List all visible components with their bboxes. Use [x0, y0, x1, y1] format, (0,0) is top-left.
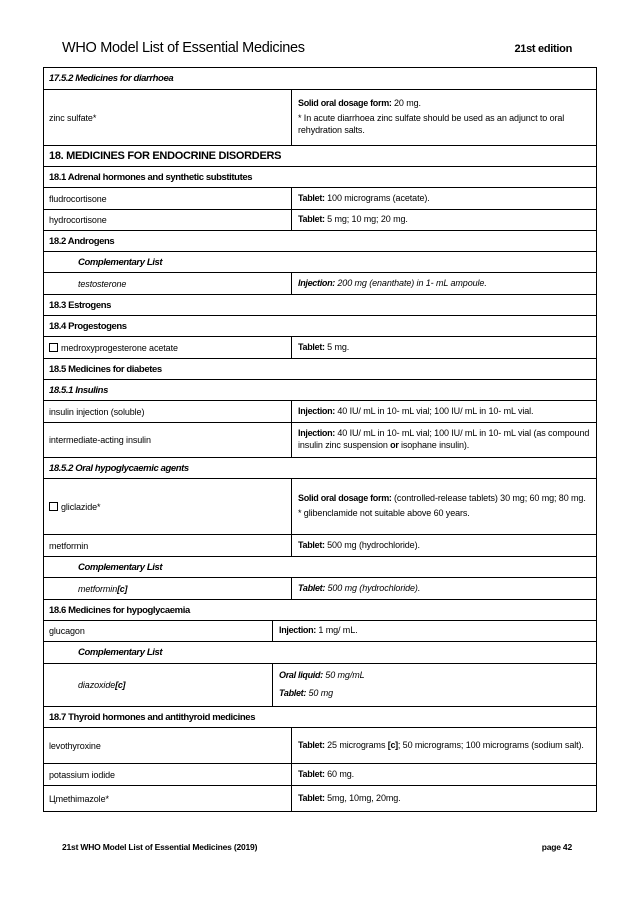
section-title: 18.5 Medicines for diabetes: [49, 363, 162, 375]
section-title: 17.5.2 Medicines for diarrhoea: [49, 73, 174, 84]
dosage-note: * glibenclamide not suitable above 60 years.: [298, 508, 470, 518]
dosage-value: (controlled-release tablets) 30 mg; 60 mg; 80 mg.: [391, 493, 586, 504]
section-title: 18.2 Androgens: [49, 235, 115, 247]
table-row: [44, 577, 596, 599]
square-box-icon: [49, 343, 58, 352]
section-row: [44, 706, 596, 727]
medicine-name: zinc sulfate*: [44, 90, 292, 145]
section-title: 18.4 Progestogens: [49, 320, 127, 332]
medicine-name: gliclazide*: [44, 479, 292, 534]
table-row: [44, 478, 596, 534]
medicine-dosage: [292, 401, 596, 422]
children-tag: [c]: [117, 583, 128, 594]
section-row: [44, 358, 596, 379]
table-row: [44, 89, 596, 145]
complementary-row: [44, 251, 596, 272]
complementary-row: [44, 556, 596, 577]
dosage-label: Tablet:: [298, 768, 325, 779]
section-title: 18.1 Adrenal hormones and synthetic substitutes: [49, 171, 253, 183]
dosage-value: 5mg, 10mg, 20mg.: [324, 792, 401, 803]
footer-title: 21st WHO Model List of Essential Medicines (2019): [62, 842, 258, 852]
square-box-icon: [49, 502, 58, 511]
table-row: [44, 400, 596, 422]
table-row: [44, 422, 596, 457]
medicine-dosage: [292, 479, 596, 534]
dosage-label: Tablet:: [298, 539, 325, 550]
dosage-label: Tablet:: [298, 792, 325, 803]
medicine-name: hydrocortisone: [44, 210, 292, 230]
table-row: [44, 785, 596, 811]
dosage-value: 100 micrograms (acetate).: [324, 192, 430, 203]
dosage-label: Oral liquid:: [279, 670, 323, 681]
dosage-value: 200 mg (enanthate) in 1- mL ampoule.: [335, 277, 487, 288]
section-row: [44, 599, 596, 620]
medicine-dosage: [292, 273, 596, 294]
table-row: [44, 209, 596, 230]
table-row: [44, 272, 596, 294]
dosage-label: Tablet:: [298, 341, 325, 352]
dosage-label: Tablet:: [298, 582, 326, 593]
dosage-value: 5 mg.: [324, 341, 350, 352]
medicine-name: levothyroxine: [44, 728, 292, 763]
medicine-dosage: [273, 664, 596, 706]
medicine-dosage: [273, 621, 596, 641]
children-tag: [c]: [387, 739, 398, 750]
medicine-name: testosterone: [44, 273, 292, 294]
medicine-dosage: [292, 786, 596, 811]
section-title: 18.3 Estrogens: [49, 299, 111, 311]
section-row: [44, 230, 596, 251]
dosage-value: 60 mg.: [324, 768, 355, 779]
section-title: 18.5.2 Oral hypoglycaemic agents: [49, 462, 189, 474]
section-row: [44, 166, 596, 187]
dosage-label: Tablet:: [298, 192, 325, 203]
table-row: [44, 663, 596, 706]
section-row: [44, 68, 596, 89]
dosage-value: 25 micrograms: [324, 739, 388, 750]
medicine-name: diazoxide [c]: [44, 664, 273, 706]
table-row: [44, 763, 596, 785]
section-title: 18.6 Medicines for hypoglycaemia: [49, 604, 190, 616]
medicine-name: fludrocortisone: [44, 188, 292, 209]
dosage-label: Tablet:: [298, 739, 325, 750]
dosage-label: Injection:: [279, 625, 316, 636]
medicine-name: intermediate-acting insulin: [44, 423, 292, 457]
dosage-label: Tablet:: [279, 688, 307, 698]
table-row: [44, 727, 596, 763]
medicine-dosage: [292, 764, 596, 785]
dosage-value: 1 mg/ mL.: [316, 625, 358, 636]
dosage-label: Injection:: [298, 428, 335, 439]
table-row: [44, 336, 596, 358]
complementary-list-label: Complementary List: [78, 561, 163, 573]
section-title: 18. MEDICINES FOR ENDOCRINE DISORDERS: [49, 150, 282, 162]
medicine-dosage: [292, 90, 596, 145]
dosage-value: 50 mg: [306, 688, 333, 698]
table-row: [44, 187, 596, 209]
section-row: [44, 379, 596, 400]
dosage-value: 20 mg.: [391, 98, 421, 109]
dosage-value: ; 50 micrograms; 100 micrograms (sodium salt).: [397, 739, 584, 750]
section-title: 18.7 Thyroid hormones and antithyroid medicines: [49, 711, 256, 723]
medicine-name: metformin: [44, 535, 292, 556]
medicine-dosage: [292, 578, 596, 599]
medicine-dosage: [292, 535, 596, 556]
header-title: WHO Model List of Essential Medicines: [62, 40, 305, 56]
dosage-value: 50 mg/mL: [322, 670, 365, 681]
medicine-dosage: [292, 188, 596, 209]
dosage-note: * In acute diarrhoea zinc sulfate should be used as an adjunct to oral rehydration salts.: [298, 113, 565, 135]
dosage-value: isophane insulin).: [398, 440, 470, 450]
dosage-label: Injection:: [298, 277, 335, 288]
dosage-value: 5 mg; 10 mg; 20 mg.: [324, 214, 408, 225]
section-row: [44, 145, 596, 166]
medicine-name: insulin injection (soluble): [44, 401, 292, 422]
medicine-name: glucagon: [44, 621, 273, 641]
medicine-dosage: [292, 337, 596, 358]
section-row: [44, 315, 596, 336]
section-title: 18.5.1 Insulins: [49, 384, 108, 396]
medicines-table: [43, 67, 597, 812]
medicine-name: metformin [c]: [44, 578, 292, 599]
dosage-label: Tablet:: [298, 214, 325, 225]
dosage-value: 40 IU/ mL in 10- mL vial; 100 IU/ mL in 10- mL vial (as compound insulin zinc suspension: [298, 428, 590, 450]
dosage-label: Solid oral dosage form:: [298, 98, 392, 109]
marker-symbol: Ц: [49, 793, 56, 804]
table-row: [44, 534, 596, 556]
header-edition: 21st edition: [514, 43, 572, 55]
children-tag: [c]: [115, 680, 126, 690]
page-number: page 42: [541, 842, 572, 852]
complementary-list-label: Complementary List: [78, 647, 163, 658]
medicine-name: potassium iodide: [44, 764, 292, 785]
section-row: [44, 457, 596, 478]
medicine-dosage: [292, 210, 596, 230]
medicine-dosage: [292, 728, 596, 763]
dosage-value: 40 IU/ mL in 10- mL vial; 100 IU/ mL in 10- mL vial.: [335, 405, 534, 416]
medicine-name: Ц methimazole*: [44, 786, 292, 811]
dosage-value: 500 mg (hydrochloride).: [324, 539, 420, 550]
table-row: [44, 620, 596, 641]
dosage-label: Injection:: [298, 405, 335, 416]
complementary-list-label: Complementary List: [78, 256, 163, 268]
medicine-dosage: [292, 423, 596, 457]
dosage-value: 500 mg (hydrochloride).: [325, 582, 421, 593]
dosage-or: or: [390, 440, 399, 450]
section-row: [44, 294, 596, 315]
medicine-name: medroxyprogesterone acetate: [44, 337, 292, 358]
complementary-row: [44, 641, 596, 663]
dosage-label: Solid oral dosage form:: [298, 493, 392, 504]
